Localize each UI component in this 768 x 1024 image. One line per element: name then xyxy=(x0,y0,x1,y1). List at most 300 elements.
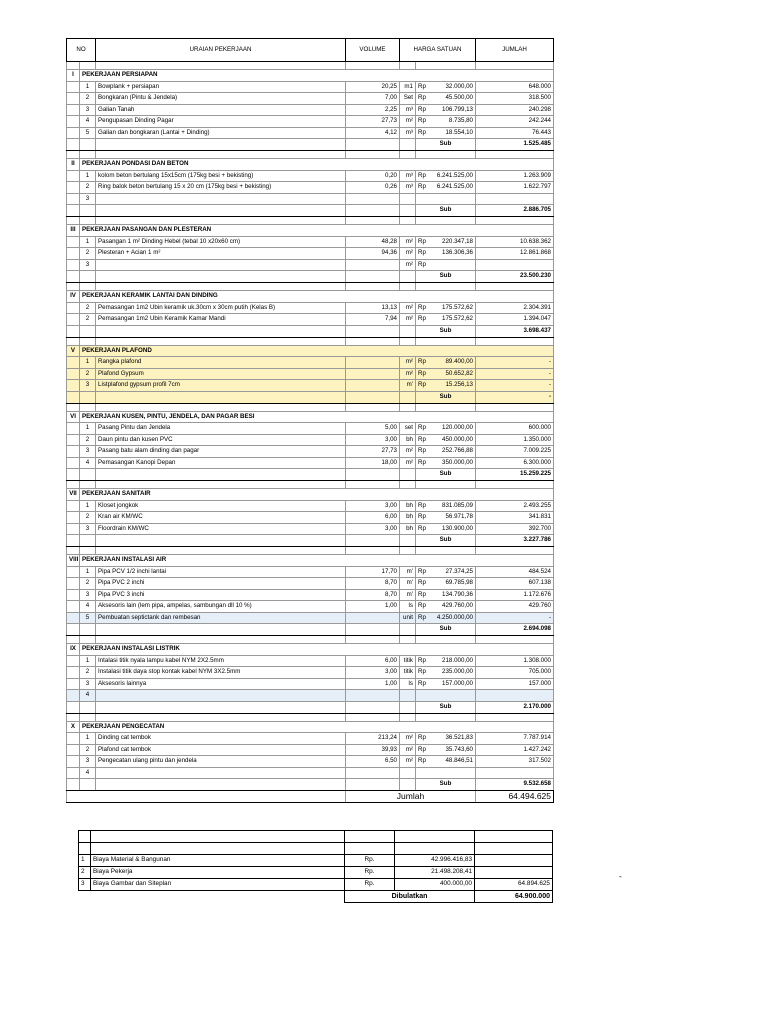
item-jumlah: 1.172.676 xyxy=(476,589,554,601)
subtotal-label: Sub xyxy=(416,701,476,713)
item-harga xyxy=(416,733,476,745)
item-gap xyxy=(67,193,80,205)
section-title: PEKERJAAN SANITAIR xyxy=(80,489,554,501)
item-volume: 17,70 xyxy=(346,566,400,578)
item-volume: 3,00 xyxy=(346,500,400,512)
section-row xyxy=(67,411,554,423)
item-harga xyxy=(416,578,476,590)
item-row xyxy=(67,357,554,369)
item-desc xyxy=(96,767,346,779)
item-harga-value: 120.000,00 xyxy=(442,424,473,432)
subtotal-gap xyxy=(80,469,96,481)
subtotal-label: Sub xyxy=(416,624,476,636)
item-row xyxy=(67,236,554,248)
stray-mark: - xyxy=(619,872,622,881)
item-rp: Rp xyxy=(418,128,426,136)
section-row xyxy=(67,721,554,733)
item-volume: 39,93 xyxy=(346,744,400,756)
item-no: 5 xyxy=(80,127,96,139)
item-row xyxy=(67,678,554,690)
item-row xyxy=(67,248,554,260)
section-row xyxy=(67,644,554,656)
subtotal-gap xyxy=(80,271,96,283)
item-harga-value: 8.735,80 xyxy=(448,117,473,125)
recap-value: 21.498.208,41 xyxy=(395,867,475,879)
item-desc: Plafond cat tembok xyxy=(96,744,346,756)
item-harga-value: 35.743,60 xyxy=(445,745,473,753)
section-title: PEKERJAAN PONDASI DAN BETON xyxy=(80,159,554,171)
item-rp: Rp xyxy=(418,458,426,466)
item-unit xyxy=(400,767,416,779)
recap-row xyxy=(79,867,553,879)
subtotal-gap xyxy=(67,139,80,151)
subtotal-value: 23.500.230 xyxy=(476,271,554,283)
item-unit: Set xyxy=(400,93,416,105)
item-gap xyxy=(67,81,80,93)
recap-rp: Rp. xyxy=(345,879,395,891)
recap-jumlah xyxy=(475,855,553,867)
item-gap xyxy=(67,667,80,679)
item-harga-value: 175.572,62 xyxy=(442,315,473,323)
item-row xyxy=(67,446,554,458)
item-harga xyxy=(416,380,476,392)
item-rp: Rp xyxy=(418,358,426,366)
section-title: PEKERJAAN KUSEN, PINTU, JENDELA, DAN PAGAR BESI xyxy=(80,411,554,423)
subtotal-label: Sub xyxy=(416,205,476,217)
section-row xyxy=(67,225,554,237)
item-harga-value: 175.572,62 xyxy=(442,303,473,311)
subtotal-gap xyxy=(346,779,400,791)
subtotal-gap xyxy=(96,325,346,337)
item-unit: ls xyxy=(400,601,416,613)
item-no: 4 xyxy=(80,767,96,779)
item-row xyxy=(67,457,554,469)
subtotal-gap xyxy=(80,624,96,636)
item-no: 3 xyxy=(80,756,96,768)
item-unit: m² xyxy=(400,248,416,260)
item-jumlah: 10.638.362 xyxy=(476,236,554,248)
item-jumlah: 341.831 xyxy=(476,512,554,524)
item-harga-value: 18.554,10 xyxy=(445,128,473,136)
item-jumlah: 2.493.255 xyxy=(476,500,554,512)
header-uraian: URAIAN PEKERJAAN xyxy=(96,39,346,62)
item-volume: 6,00 xyxy=(346,512,400,524)
item-jumlah: - xyxy=(476,368,554,380)
spacer-cell xyxy=(80,403,96,411)
item-gap xyxy=(67,733,80,745)
item-row xyxy=(67,667,554,679)
subtotal-label: Sub xyxy=(416,325,476,337)
spacer-cell xyxy=(96,337,346,345)
item-harga xyxy=(416,655,476,667)
item-volume xyxy=(346,193,400,205)
item-rp: Rp xyxy=(418,567,426,575)
item-harga xyxy=(416,368,476,380)
subtotal-gap xyxy=(346,535,400,547)
item-gap xyxy=(67,500,80,512)
subtotal-gap xyxy=(400,271,416,283)
spacer-cell xyxy=(80,713,96,721)
item-gap xyxy=(67,259,80,271)
item-volume: 8,70 xyxy=(346,578,400,590)
spacer-cell xyxy=(67,636,80,644)
item-desc: Intalasi titik nyala lampu kabel NYM 2X2.5mm xyxy=(96,655,346,667)
item-unit: m² xyxy=(400,756,416,768)
item-volume: 4,12 xyxy=(346,127,400,139)
item-unit: bh xyxy=(400,500,416,512)
subtotal-gap xyxy=(80,701,96,713)
spacer-cell xyxy=(346,636,400,644)
item-desc: Pengupasan Dinding Pagar xyxy=(96,116,346,128)
item-jumlah: 1.350.000 xyxy=(476,434,554,446)
item-harga xyxy=(416,302,476,314)
subtotal-row xyxy=(67,325,554,337)
spacer-cell xyxy=(96,636,346,644)
item-no: 1 xyxy=(80,566,96,578)
spacer-row xyxy=(67,283,554,291)
item-gap xyxy=(67,578,80,590)
spacer-cell xyxy=(67,151,80,159)
spacer-cell xyxy=(80,283,96,291)
item-jumlah: 317.502 xyxy=(476,756,554,768)
item-no: 2 xyxy=(80,248,96,260)
item-harga xyxy=(416,170,476,182)
item-desc: Aksesoris lain (lem pipa, ampelas, sambungan dll 10 %) xyxy=(96,601,346,613)
subtotal-gap xyxy=(67,779,80,791)
item-no: 3 xyxy=(80,259,96,271)
section-row xyxy=(67,555,554,567)
item-harga xyxy=(416,756,476,768)
item-jumlah: 392.700 xyxy=(476,523,554,535)
item-harga xyxy=(416,744,476,756)
section-title: PEKERJAAN PASANGAN DAN PLESTERAN xyxy=(80,225,554,237)
recap-rounded-label: Dibulatkan xyxy=(345,891,475,903)
item-jumlah: 648.000 xyxy=(476,81,554,93)
subtotal-gap xyxy=(96,469,346,481)
subtotal-value: 3.698.437 xyxy=(476,325,554,337)
section-title: PEKERJAAN PLAFOND xyxy=(80,345,554,357)
subtotal-value: 15.259.225 xyxy=(476,469,554,481)
item-gap xyxy=(67,457,80,469)
recap-desc: Biaya Material & Bangunan xyxy=(91,855,345,867)
item-jumlah: 76.443 xyxy=(476,127,554,139)
item-harga xyxy=(416,667,476,679)
section-row xyxy=(67,70,554,82)
item-volume: 20,25 xyxy=(346,81,400,93)
item-harga-value: 450.000,00 xyxy=(442,435,473,443)
item-no: 3 xyxy=(80,589,96,601)
item-rp: Rp xyxy=(418,315,426,323)
item-row xyxy=(67,380,554,392)
spacer-row xyxy=(67,481,554,489)
spacer-cell xyxy=(400,217,416,225)
subtotal-row xyxy=(67,391,554,403)
item-unit: unit xyxy=(400,612,416,624)
spacer-cell xyxy=(96,151,346,159)
item-harga-value: 134.790,36 xyxy=(442,590,473,598)
item-harga xyxy=(416,446,476,458)
item-gap xyxy=(67,601,80,613)
item-harga-value: 15.256,13 xyxy=(445,381,473,389)
item-no: 2 xyxy=(80,744,96,756)
subtotal-gap xyxy=(346,139,400,151)
item-row xyxy=(67,566,554,578)
item-gap xyxy=(67,380,80,392)
subtotal-gap xyxy=(400,469,416,481)
item-gap xyxy=(67,690,80,702)
item-volume: 94,36 xyxy=(346,248,400,260)
section-roman: VIII xyxy=(67,555,80,567)
item-no: 1 xyxy=(80,423,96,435)
subtotal-row xyxy=(67,535,554,547)
spacer-cell xyxy=(80,151,96,159)
section-row xyxy=(67,345,554,357)
subtotal-gap xyxy=(80,779,96,791)
item-unit: m' xyxy=(400,566,416,578)
item-row xyxy=(67,193,554,205)
recap-blank-row xyxy=(79,843,553,855)
spacer-cell xyxy=(400,62,416,70)
spacer-cell xyxy=(416,217,476,225)
item-rp: Rp xyxy=(418,501,426,509)
recap-no: 1 xyxy=(79,855,91,867)
item-volume: 0,20 xyxy=(346,170,400,182)
header-volume: VOLUME xyxy=(346,39,400,62)
spacer-cell xyxy=(96,283,346,291)
item-no: 3 xyxy=(80,678,96,690)
item-unit: m' xyxy=(400,589,416,601)
item-desc xyxy=(96,690,346,702)
item-volume: 213,24 xyxy=(346,733,400,745)
item-gap xyxy=(67,523,80,535)
item-gap xyxy=(67,170,80,182)
item-harga xyxy=(416,357,476,369)
item-desc: Daun pintu dan kusen PVC xyxy=(96,434,346,446)
recap-value: 42.996.416,83 xyxy=(395,855,475,867)
item-no: 3 xyxy=(80,380,96,392)
item-harga-value: 218.000,00 xyxy=(442,656,473,664)
recap-jumlah: 64.894.625 xyxy=(475,879,553,891)
subtotal-gap xyxy=(96,701,346,713)
subtotal-gap xyxy=(67,271,80,283)
rab-table xyxy=(66,38,554,803)
item-unit: m² xyxy=(400,368,416,380)
spacer-cell xyxy=(476,403,554,411)
item-row xyxy=(67,314,554,326)
item-desc: Pipa PVC 3 inchi xyxy=(96,589,346,601)
item-gap xyxy=(67,248,80,260)
item-desc: Pasangan 1 m² Dinding Hebel (tebal 10 x20x60 cm) xyxy=(96,236,346,248)
item-volume: 18,00 xyxy=(346,457,400,469)
item-harga-value: 32.000,00 xyxy=(445,82,473,90)
subtotal-gap xyxy=(96,139,346,151)
spacer-cell xyxy=(400,337,416,345)
spacer-cell xyxy=(416,547,476,555)
item-unit: bh xyxy=(400,523,416,535)
item-rp: Rp xyxy=(418,94,426,102)
item-rp: Rp xyxy=(418,745,426,753)
item-no: 2 xyxy=(80,578,96,590)
spacer-cell xyxy=(346,713,400,721)
spacer-cell xyxy=(416,403,476,411)
item-gap xyxy=(67,357,80,369)
item-row xyxy=(67,756,554,768)
item-no: 2 xyxy=(80,434,96,446)
item-unit: m² xyxy=(400,302,416,314)
spacer-cell xyxy=(96,217,346,225)
item-harga xyxy=(416,104,476,116)
item-row xyxy=(67,302,554,314)
recap-desc: Biaya Pekerja xyxy=(91,867,345,879)
spacer-cell xyxy=(67,217,80,225)
item-desc: Galian Tanah xyxy=(96,104,346,116)
item-no: 2 xyxy=(80,182,96,194)
section-title: PEKERJAAN INSTALASI LISTRIK xyxy=(80,644,554,656)
item-harga-value: 36.521,83 xyxy=(445,734,473,742)
subtotal-label: Sub xyxy=(416,391,476,403)
item-row xyxy=(67,589,554,601)
item-harga-value: 89.400,00 xyxy=(445,358,473,366)
item-desc: Pasang Pintu dan Jendela xyxy=(96,423,346,435)
subtotal-value: 3.227.786 xyxy=(476,535,554,547)
item-volume: 2,25 xyxy=(346,104,400,116)
item-unit: set xyxy=(400,423,416,435)
item-no: 2 xyxy=(80,512,96,524)
item-gap xyxy=(67,368,80,380)
spacer-cell xyxy=(400,283,416,291)
recap-row xyxy=(79,855,553,867)
item-jumlah: 240.298 xyxy=(476,104,554,116)
item-row xyxy=(67,578,554,590)
item-no: 3 xyxy=(80,104,96,116)
section-roman: VI xyxy=(67,411,80,423)
spacer-row xyxy=(67,337,554,345)
section-roman: X xyxy=(67,721,80,733)
item-gap xyxy=(67,446,80,458)
item-row xyxy=(67,127,554,139)
item-rp: Rp xyxy=(418,668,426,676)
item-unit: ls xyxy=(400,678,416,690)
item-no: 1 xyxy=(80,500,96,512)
subtotal-label: Sub xyxy=(416,469,476,481)
item-jumlah xyxy=(476,259,554,271)
spacer-cell xyxy=(346,337,400,345)
item-gap xyxy=(67,127,80,139)
item-volume xyxy=(346,380,400,392)
item-jumlah: 600.000 xyxy=(476,423,554,435)
spacer-row xyxy=(67,636,554,644)
item-volume: 1,00 xyxy=(346,601,400,613)
item-rp: Rp xyxy=(418,82,426,90)
item-volume: 48,28 xyxy=(346,236,400,248)
item-row xyxy=(67,259,554,271)
item-unit: m³ xyxy=(400,104,416,116)
spacer-cell xyxy=(416,713,476,721)
subtotal-gap xyxy=(67,701,80,713)
subtotal-gap xyxy=(400,535,416,547)
item-harga-value: 130.900,00 xyxy=(442,524,473,532)
item-harga-value: 48.846,51 xyxy=(445,757,473,765)
item-unit: m² xyxy=(400,733,416,745)
subtotal-gap xyxy=(400,325,416,337)
item-harga xyxy=(416,767,476,779)
item-row xyxy=(67,500,554,512)
item-harga xyxy=(416,457,476,469)
item-gap xyxy=(67,182,80,194)
spacer-cell xyxy=(416,337,476,345)
section-title: PEKERJAAN PENGECATAN xyxy=(80,721,554,733)
item-unit: m' xyxy=(400,578,416,590)
spacer-cell xyxy=(346,481,400,489)
item-harga xyxy=(416,182,476,194)
item-harga xyxy=(416,512,476,524)
spacer-cell xyxy=(400,481,416,489)
spacer-cell xyxy=(416,283,476,291)
item-desc: Rangka plafond xyxy=(96,357,346,369)
item-gap xyxy=(67,512,80,524)
subtotal-gap xyxy=(67,325,80,337)
item-harga-value: 6.241.525,00 xyxy=(436,171,473,179)
total-gap xyxy=(67,791,346,803)
spacer-cell xyxy=(80,62,96,70)
item-rp: Rp xyxy=(418,117,426,125)
item-desc: Plesteran + Acian 1 m² xyxy=(96,248,346,260)
spacer-row xyxy=(67,403,554,411)
subtotal-gap xyxy=(346,391,400,403)
spacer-cell xyxy=(80,481,96,489)
item-desc: Ring balok beton bertulang 15 x 20 cm (175kg besi + bekisting) xyxy=(96,182,346,194)
item-no: 2 xyxy=(80,302,96,314)
item-harga-value: 157.000,00 xyxy=(442,679,473,687)
spacer-cell xyxy=(416,62,476,70)
item-rp: Rp xyxy=(418,613,426,621)
item-harga-value: 136.306,36 xyxy=(442,249,473,257)
item-unit: bh xyxy=(400,512,416,524)
item-rp: Rp xyxy=(418,260,426,268)
section-roman: V xyxy=(67,345,80,357)
item-row xyxy=(67,116,554,128)
subtotal-value: 9.532.658 xyxy=(476,779,554,791)
item-gap xyxy=(67,104,80,116)
subtotal-gap xyxy=(80,325,96,337)
item-harga-value: 252.766,88 xyxy=(442,447,473,455)
item-jumlah: 242.244 xyxy=(476,116,554,128)
item-no: 1 xyxy=(80,655,96,667)
item-harga xyxy=(416,127,476,139)
item-volume: 7,94 xyxy=(346,314,400,326)
spacer-cell xyxy=(346,547,400,555)
item-desc: Pemasangan Kanopi Depan xyxy=(96,457,346,469)
recap-blank-row xyxy=(79,831,553,843)
item-desc: Kran air KM/WC xyxy=(96,512,346,524)
item-volume: 6,50 xyxy=(346,756,400,768)
item-no: 3 xyxy=(80,193,96,205)
item-harga xyxy=(416,434,476,446)
item-no: 4 xyxy=(80,601,96,613)
item-gap xyxy=(67,236,80,248)
item-volume xyxy=(346,767,400,779)
item-desc: Bowplank + persiapan xyxy=(96,81,346,93)
item-harga xyxy=(416,589,476,601)
spacer-cell xyxy=(67,713,80,721)
item-harga-value: 4.250.000,00 xyxy=(436,613,473,621)
item-desc: Pemasangan 1m2 Ubin Keramik Kamar Mandi xyxy=(96,314,346,326)
item-desc: Pemasangan 1m2 Ubin keramik uk.30cm x 30cm putih (Kelas B) xyxy=(96,302,346,314)
spacer-cell xyxy=(80,636,96,644)
subtotal-row xyxy=(67,139,554,151)
item-row xyxy=(67,423,554,435)
item-desc xyxy=(96,259,346,271)
